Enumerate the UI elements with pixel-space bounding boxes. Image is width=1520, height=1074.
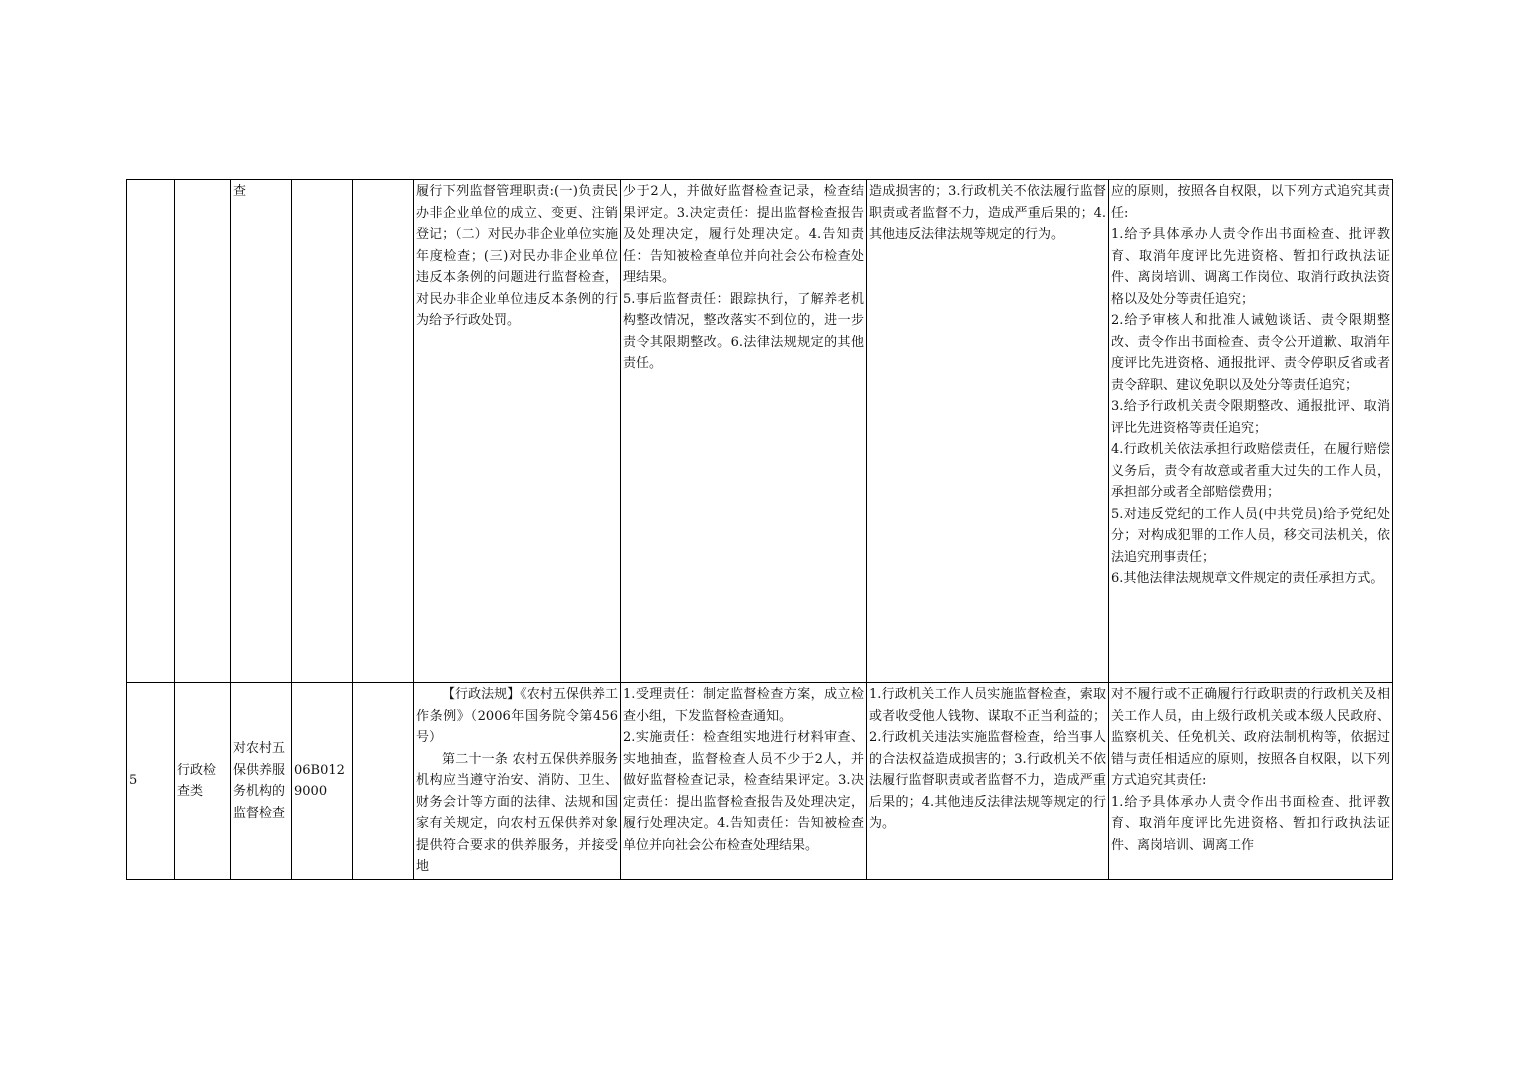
table-row (127, 683, 1393, 880)
accountability-cases-cell (867, 683, 1109, 880)
accountability-case-paragraph: 造成损害的；3.行政机关不依法履行监督职责或者监督不力，造成严重后果的；4.其他违反法律法规等规定的行为。 (869, 184, 1106, 242)
responsibility-paragraph: 1.受理责任：制定监督检查方案，成立检查小组，下发监督检查通知。 (623, 687, 864, 724)
responsibility-cell (621, 180, 867, 683)
blank-cell (353, 180, 414, 683)
accountability-method-paragraph: 应的原则，按照各自权限，以下列方式追究其责任: (1111, 184, 1390, 221)
accountability-method-paragraph: 3.给予行政机关责令限期整改、通报批评、取消评比先进资格等责任追究； (1111, 399, 1390, 436)
accountability-cases-cell (867, 180, 1109, 683)
category-cell: 行政检查类 (175, 683, 231, 880)
responsibility-cell (621, 683, 867, 880)
responsibility-paragraph: 少于2人，并做好监督检查记录，检查结果评定。3.决定责任：提出监督检查报告及处理决定，履行处理决定。4.告知责任：告知被检查单位并向社会公布检查处理结果。 (623, 184, 864, 285)
accountability-case-paragraph: 1.行政机关工作人员实施监督检查，索取或者收受他人钱物、谋取不正当利益的；2.行政机关违法实施监督检查，给当事人的合法权益造成损害的；3.行政机关不依法履行监督职责或者监督不力，造成严重后果的；4.其他违反法律法规等规定的行为。 (869, 687, 1106, 831)
item-code-cell: 06B0129000 (292, 683, 353, 880)
accountability-method-paragraph: 1.给予具体承办人责令作出书面检查、批评教育、取消年度评比先进资格、暂扣行政执法证件、离岗培训、调离工作岗位、取消行政执法资格以及处分等责任追究； (1111, 227, 1390, 307)
item-code-cell (292, 180, 353, 683)
responsibility-paragraph: 5.事后监督责任：跟踪执行，了解养老机构整改情况，整改落实不到位的，进一步责令其限期整改。6.法律法规规定的其他责任。 (623, 291, 864, 371)
legal-basis-paragraph: 【行政法规】《农村五保供养工作条例》（2006年国务院令第456号） (416, 687, 618, 745)
accountability-method-paragraph: 1.给予具体承办人责令作出书面检查、批评教育、取消年度评比先进资格、暂扣行政执法证件、离岗培训、调离工作 (1111, 794, 1390, 853)
item-name-cell: 查 (231, 180, 292, 683)
row-number-cell: 5 (127, 683, 175, 880)
legal-basis-cell (414, 683, 621, 880)
responsibility-paragraph: 2.实施责任：检查组实地进行材料审查、实地抽查，监督检查人员不少于2人，并做好监督检查记录，检查结果评定。3.决定责任：提出监督检查报告及处理决定，履行处理决定。4.告知责任：告知被检查单位并向社会公布检查处理结果。 (623, 730, 864, 853)
accountability-method-paragraph: 4.行政机关依法承担行政赔偿责任，在履行赔偿义务后，责令有故意或者重大过失的工作人员，承担部分或者全部赔偿费用； (1111, 442, 1390, 500)
accountability-method-paragraph: 5.对违反党纪的工作人员(中共党员)给予党纪处分；对构成犯罪的工作人员，移交司法机关，依法追究刑事责任； (1111, 506, 1390, 565)
accountability-method-paragraph: 6.其他法律法规规章文件规定的责任承担方式。 (1111, 571, 1384, 586)
category-cell (175, 180, 231, 683)
accountability-method-paragraph: 对不履行或不正确履行行政职责的行政机关及相关工作人员，由上级行政机关或本级人民政府、监察机关、任免机关、政府法制机构等，依据过错与责任相适应的原则，按照各自权限，以下列方式追究其责任: (1111, 687, 1390, 788)
blank-cell (353, 683, 414, 880)
legal-basis-cell (414, 180, 621, 683)
legal-basis-paragraph: 第二十一条 农村五保供养服务机构应当遵守治安、消防、卫生、财务会计等方面的法律、法规和国家有关规定，向农村五保供养对象提供符合要求的供养服务，并接受地 (416, 751, 618, 874)
accountability-methods-cell (1109, 180, 1393, 683)
row-number-cell (127, 180, 175, 683)
table-row (127, 180, 1393, 683)
power-list-table (126, 179, 1393, 880)
accountability-methods-cell (1109, 683, 1393, 880)
item-name-cell: 对农村五保供养服务机构的监督检查 (231, 683, 292, 880)
accountability-method-paragraph: 2.给予审核人和批准人诫勉谈话、责令限期整改、责令作出书面检查、责令公开道歉、取消年度评比先进资格、通报批评、责令停职反省或者责令辞职、建议免职以及处分等责任追究； (1111, 313, 1390, 393)
legal-basis-paragraph: 履行下列监督管理职责:(一)负责民办非企业单位的成立、变更、注销登记；（二）对民办非企业单位实施年度检查；(三)对民办非企业单位违反本条例的问题进行监督检查，对民办非企业单位违反本条例的行为给予行政处罚。 (416, 184, 618, 328)
